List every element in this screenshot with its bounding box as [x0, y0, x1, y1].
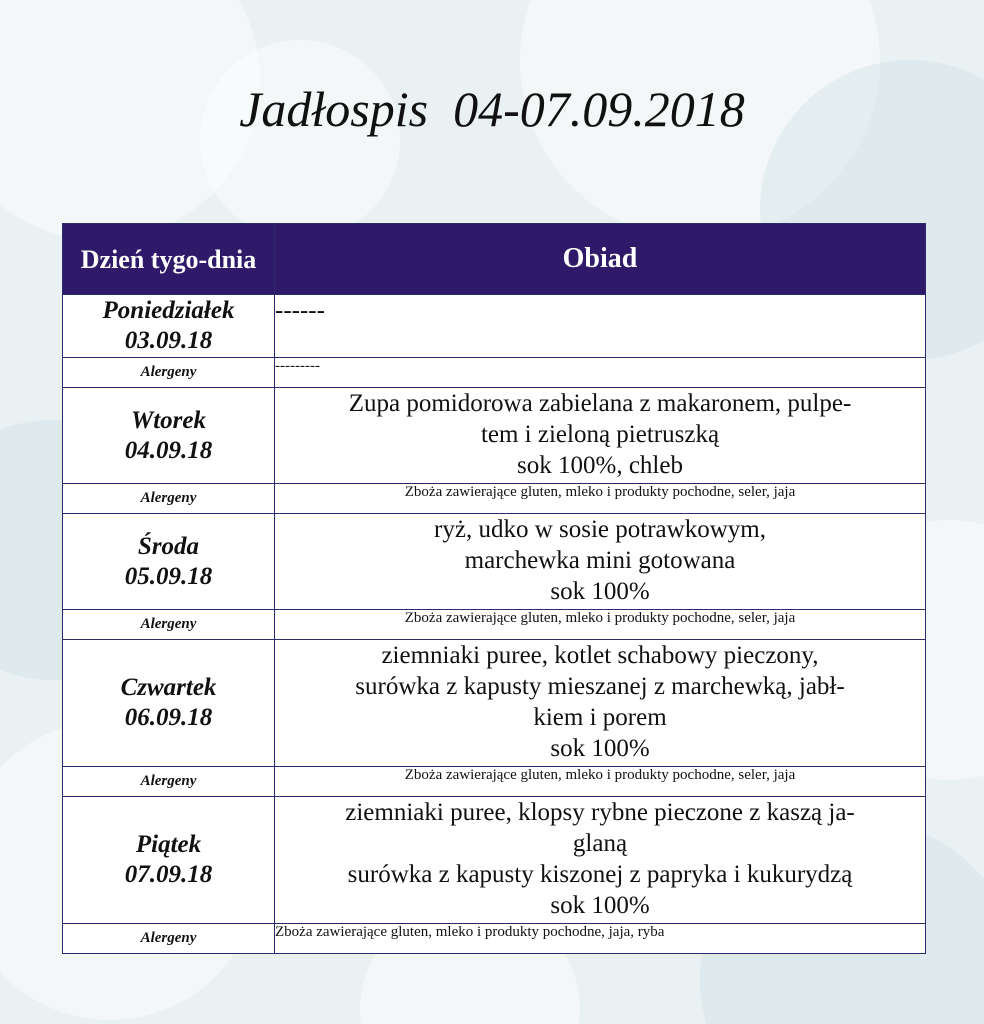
day-date: 06.09.18: [124, 704, 213, 731]
day-date: 07.09.18: [124, 861, 213, 888]
day-name: Środa: [137, 532, 200, 560]
day-cell: [63, 640, 275, 767]
day-cell: [63, 514, 275, 610]
dish-line: kiem i porem: [533, 704, 667, 731]
allergen-text: Zboża zawierające gluten, mleko i produkty pochodne, jaja, ryba: [275, 924, 926, 954]
dish-line: sok 100%: [550, 892, 650, 919]
day-cell: [63, 295, 275, 358]
dish-cell: [275, 388, 926, 484]
dish-cell: [275, 797, 926, 924]
day-date: 03.09.18: [124, 327, 213, 354]
allergen-text: Zboża zawierające gluten, mleko i produkty pochodne, seler, jaja: [275, 767, 926, 797]
allergen-row: [63, 767, 926, 797]
allergen-row: [63, 924, 926, 954]
allergen-text: ---------: [275, 358, 926, 388]
day-row: [63, 295, 926, 358]
allergen-row: [63, 610, 926, 640]
page-title: Jadłospis 04-07.09.2018: [239, 81, 745, 137]
allergen-text: Zboża zawierające gluten, mleko i produkty pochodne, seler, jaja: [275, 484, 926, 514]
allergen-label: Alergeny: [63, 610, 275, 640]
allergen-label: Alergeny: [63, 484, 275, 514]
day-cell: [63, 388, 275, 484]
dish-line: tem i zieloną pietruszką: [480, 421, 720, 448]
allergen-label: Alergeny: [63, 767, 275, 797]
day-row: [63, 388, 926, 484]
dish-cell: [275, 514, 926, 610]
dish-line: sok 100%: [550, 735, 650, 762]
dish-line: sok 100%, chleb: [517, 452, 683, 479]
day-date: 05.09.18: [124, 562, 213, 590]
dish-line: surówka z kapusty kiszonej z papryka i kukurydzą: [347, 861, 853, 888]
allergen-row: [63, 484, 926, 514]
allergen-text: Zboża zawierające gluten, mleko i produkty pochodne, seler, jaja: [275, 610, 926, 640]
dish-line: ------: [275, 297, 325, 324]
day-column-header: Dzień tygo-dnia: [63, 224, 275, 295]
dish-cell: [275, 640, 926, 767]
obiad-column-header: Obiad: [275, 224, 926, 295]
dish-cell: [275, 295, 926, 358]
allergen-label: Alergeny: [63, 358, 275, 388]
day-row: [63, 640, 926, 767]
dish-line: sok 100%: [550, 578, 650, 605]
day-date: 04.09.18: [124, 436, 213, 464]
day-row: [63, 797, 926, 924]
dish-line: glaną: [572, 830, 628, 857]
dish-line: ziemniaki puree, klopsy rybne pieczone z kaszą ja-: [345, 799, 855, 826]
day-row: [63, 514, 926, 610]
dish-line: surówka z kapusty mieszanej z marchewką, jabł-: [355, 673, 845, 700]
allergen-label: Alergeny: [63, 924, 275, 954]
menu-table: [62, 223, 926, 954]
dish-line: ryż, udko w sosie potrawkowym,: [434, 516, 766, 543]
dish-line: Zupa pomidorowa zabielana z makaronem, pulpe-: [348, 390, 852, 417]
dish-line: ziemniaki puree, kotlet schabowy pieczony,: [381, 642, 819, 669]
day-name: Czwartek: [120, 674, 217, 701]
day-name: Poniedziałek: [102, 297, 235, 324]
day-name: Piątek: [135, 831, 202, 858]
allergen-row: [63, 358, 926, 388]
day-name: Wtorek: [131, 406, 206, 434]
header-row: [63, 224, 926, 295]
dish-line: marchewka mini gotowana: [464, 547, 736, 574]
day-cell: [63, 797, 275, 924]
